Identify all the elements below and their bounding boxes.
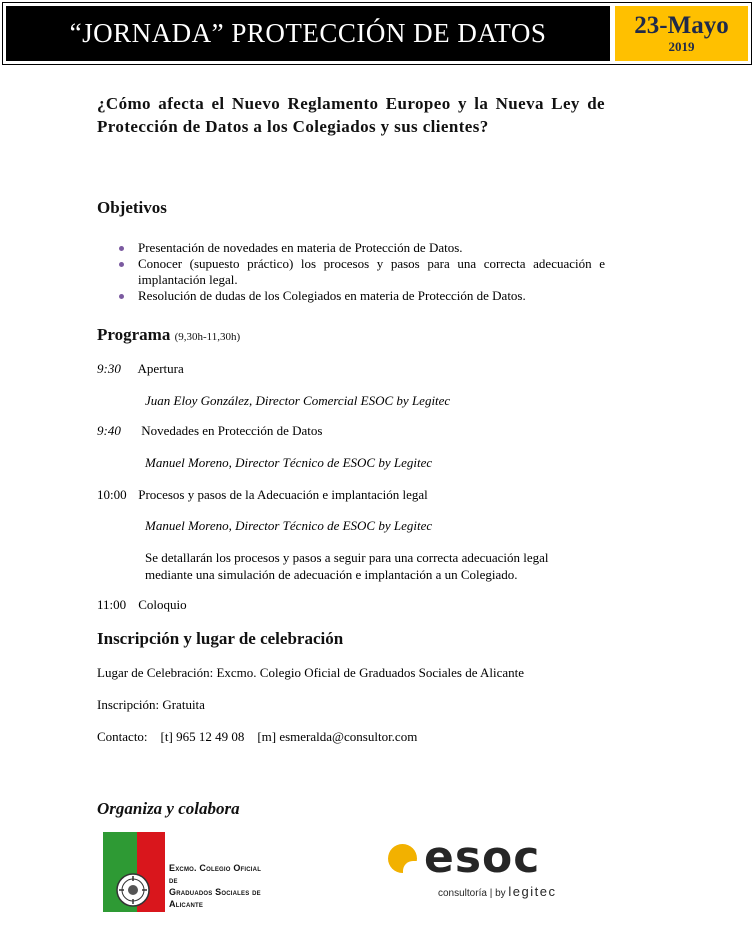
program-item-title: Coloquio [138, 597, 187, 612]
objectives-list [117, 240, 605, 304]
program-item-title: Procesos y pasos de la Adecuación e implantación legal [138, 487, 428, 502]
program-title: Programa [97, 325, 171, 344]
program-time: 10:00 [97, 487, 127, 502]
esoc-wordmark: esoc [424, 832, 541, 883]
program-item [97, 597, 187, 613]
program-speaker: Manuel Moreno, Director Técnico de ESOC by Legitec [145, 455, 433, 470]
esoc-dot-icon [388, 844, 417, 873]
objective-item: Presentación de novedades en materia de Protección de Datos. [117, 240, 605, 256]
registration-heading: Inscripción y lugar de celebración [97, 629, 344, 648]
esoc-tagline: consultoría | by legitec [438, 884, 557, 899]
event-year: 2019 [668, 39, 695, 54]
seal-icon [115, 872, 151, 908]
program-hours: (9,30h-11,30h) [174, 331, 241, 343]
esoc-legitec-logo [388, 832, 568, 902]
program-note: mediante una simulación de adecuación e implantación a un Colegiado. [145, 567, 518, 582]
program-time: 9:30 [97, 361, 121, 376]
cogs-alicante-logo [103, 832, 263, 912]
organizers-heading: Organiza y colabora [97, 799, 240, 818]
contact-line [97, 729, 417, 745]
objective-item: Resolución de dudas de los Colegiados en materia de Protección de Datos. [117, 288, 605, 304]
event-date: 23-Mayo [634, 12, 729, 39]
program-time: 11:00 [97, 597, 127, 612]
objectives-heading: Objetivos [97, 198, 167, 217]
program-heading [97, 325, 240, 345]
program-speaker: Juan Eloy González, Director Comercial ESOC by Legitec [145, 393, 451, 408]
program-item [97, 487, 428, 503]
event-date-box [615, 6, 748, 61]
program-item [97, 361, 184, 377]
program-note: Se detallarán los procesos y pasos a seguir para una correcta adecuación legal [145, 550, 549, 565]
contact-label: Contacto: [97, 729, 148, 744]
venue-text: Lugar de Celebración: Excmo. Colegio Oficial de Graduados Sociales de Alicante [97, 665, 525, 680]
cogs-logo-text: Excmo. Colegio Oficial de Graduados Sociales de Alicante [169, 863, 262, 909]
program-speaker: Manuel Moreno, Director Técnico de ESOC by Legitec [145, 518, 433, 533]
main-question: ¿Cómo afecta el Nuevo Reglamento Europeo y la Nueva Ley de Protección de Datos a los Colegiados y sus clientes? [97, 94, 605, 136]
program-time: 9:40 [97, 423, 121, 438]
program-item-title: Apertura [137, 361, 184, 376]
event-title: “JORNADA” PROTECCIÓN DE DATOS [6, 6, 610, 61]
header [2, 2, 752, 65]
program-item-title: Novedades en Protección de Datos [141, 423, 323, 438]
objective-item: Conocer (supuesto práctico) los procesos y pasos para una correcta adecuación e implantación legal. [117, 256, 605, 288]
fee-text: Inscripción: Gratuita [97, 697, 205, 712]
program-item [97, 423, 322, 439]
contact-phone[interactable]: [t] 965 12 49 08 [160, 729, 245, 744]
contact-email[interactable]: [m] esmeralda@consultor.com [257, 729, 418, 744]
